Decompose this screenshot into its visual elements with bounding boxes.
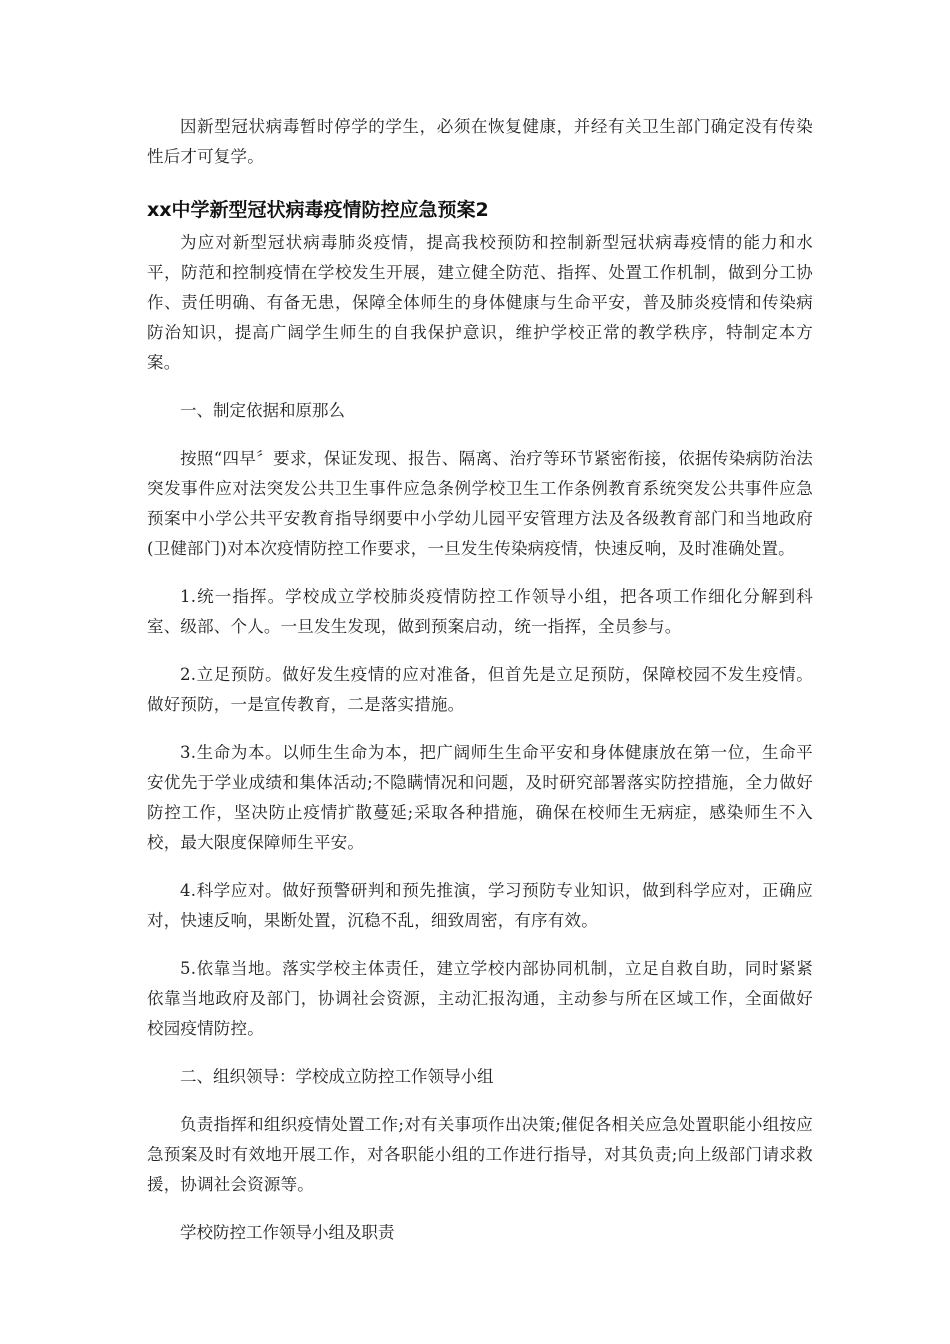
principle-item-5: 5.依靠当地。落实学校主体责任，建立学校内部协同机制，立足自救自助，同时紧紧依靠当地政府及部门，协调社会资源，主动汇报沟通，主动参与所在区域工作，全面做好校园疫情防控。 [147,959,813,1038]
section-heading-principles: 一、制定依据和原那么 [180,401,345,420]
section-heading-organization: 二、组织领导：学校成立防控工作领导小组 [180,1067,494,1086]
basis-paragraph: 按照“四早〞要求，保证发现、报告、隔离、治疗等环节紧密衔接，依据传染病防治法突发事件应对法突发公共卫生事件应急条例学校卫生工作条例教育系统突发公共事件应急预案中小学公共平安教育指导纲要中小学幼儿园平安管理方法及各级教育部门和当地政府(卫健部门)对本次疫情防控工作要求，一旦发生传染病疫情，快速反响，及时准确处置。 [147,449,813,558]
principle-item-4: 4.科学应对。做好预警研判和预先推演，学习预防专业知识，做到科学应对，正确应对，快速反响，果断处置，沉稳不乱，细致周密，有序有效。 [147,881,813,930]
document-title: xx中学新型冠状病毒疫情防控应急预案2 [147,199,489,221]
principle-item-2: 2.立足预防。做好发生疫情的应对准备，但首先是立足预防，保障校园不发生疫情。做好预防，一是宣传教育，二是落实措施。 [147,665,813,714]
document-page [147,112,813,1266]
purpose-paragraph: 为应对新型冠状病毒肺炎疫情，提高我校预防和控制新型冠状病毒疫情的能力和水平，防范和控制疫情在学校发生开展，建立健全防范、指挥、处置工作机制，做到分工协作、责任明确、有备无患，保障全体师生的身体健康与生命平安，普及肺炎疫情和传染病防治知识，提高广阔学生师生的自我保护意识，维护学校正常的教学秩序，特制定本方案。 [147,233,813,372]
intro-paragraph: 因新型冠状病毒暂时停学的学生，必须在恢复健康，并经有关卫生部门确定没有传染性后才可复学。 [147,117,813,166]
organization-paragraph: 负责指挥和组织疫情处置工作;对有关事项作出决策;催促各相关应急处置职能小组按应急预案及时有效地开展工作，对各职能小组的工作进行指导，对其负责;向上级部门请求救援，协调社会资源等。 [147,1115,813,1194]
principle-item-3: 3.生命为本。以师生生命为本，把广阔师生生命平安和身体健康放在第一位，生命平安优先于学业成绩和集体活动;不隐瞒情况和问题，及时研究部署落实防控措施，全力做好防控工作，坚决防止疫情扩散蔓延;采取各种措施，确保在校师生无病症，感染师生不入校，最大限度保障师生平安。 [147,743,813,852]
leadership-group-heading: 学校防控工作领导小组及职责 [180,1223,395,1242]
principle-item-1: 1.统一指挥。学校成立学校肺炎疫情防控工作领导小组，把各项工作细化分解到科室、级部、个人。一旦发生发现，做到预案启动，统一指挥，全员参与。 [147,587,813,636]
